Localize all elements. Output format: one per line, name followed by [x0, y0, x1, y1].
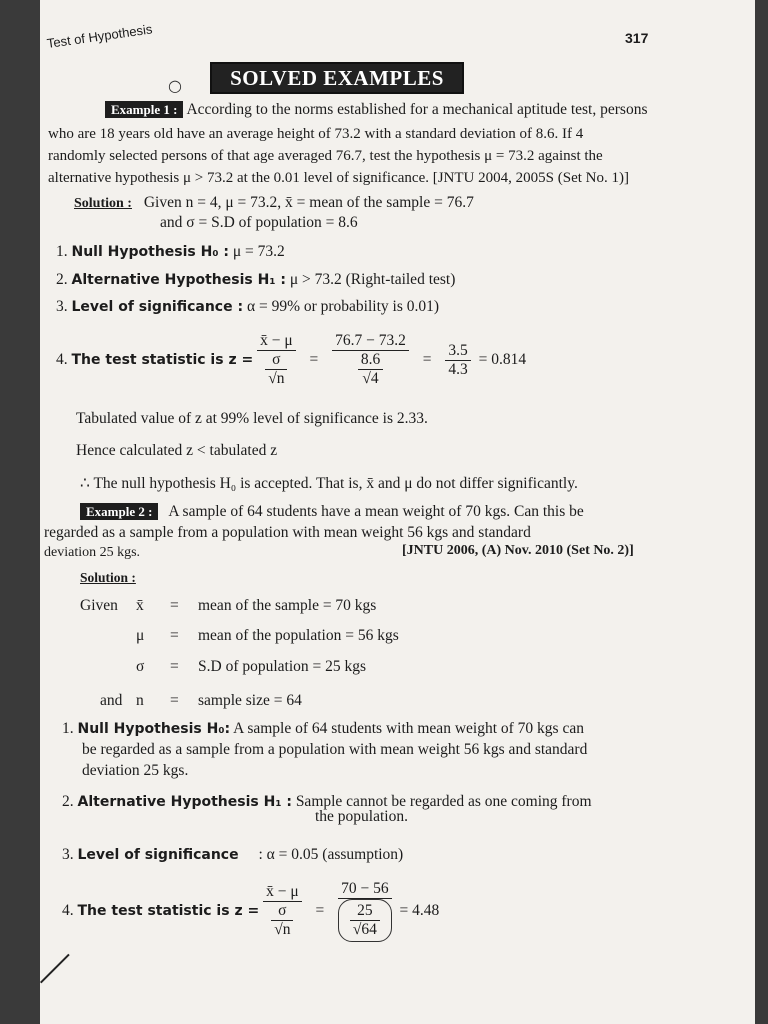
example1-conclusion: ∴ The null hypothesis H₀ is accepted. That is, x̄ and μ do not differ significantly. — [80, 475, 578, 492]
example2-given-row-3: σ = S.D of population = 25 kgs — [136, 658, 367, 675]
example1-step-3: 3. Level of significance : α = 99% or probability is 0.01) — [56, 298, 440, 315]
example1-step-1: 1. Null Hypothesis H₀ : μ = 73.2 — [56, 243, 285, 260]
example2-text-2: regarded as a sample from a population with mean weight 56 kgs and standard — [44, 524, 531, 541]
example1-given-1: Given n = 4, μ = 73.2, x̄ = mean of the sample = 76.7 — [143, 194, 474, 211]
textbook-page — [40, 0, 755, 1024]
example2-reference: [JNTU 2006, (A) Nov. 2010 (Set No. 2)] — [402, 543, 634, 558]
example1-hence: Hence calculated z < tabulated z — [76, 442, 278, 459]
example1-text-1: According to the norms established for a mechanical aptitude test, persons — [186, 101, 648, 118]
formula1-fraction-2: $\frac{76.7 - 73.2}{\frac{8.6}{√4}}$ — [332, 332, 409, 388]
page-corner-fold — [40, 954, 98, 1012]
running-header: Test of Hypothesis — [45, 21, 154, 51]
page-number: 317 — [625, 30, 649, 46]
example2-given-row-1: Given x̄ = mean of the sample = 70 kgs — [80, 597, 377, 614]
example2-solution-label: Solution : — [80, 570, 136, 585]
example1-text-3: randomly selected persons of that age averaged 76.7, test the hypothesis μ = 73.2 against the — [48, 148, 603, 164]
example1-first-line — [105, 101, 647, 119]
example2-step-2: 2. Alternative Hypothesis H₁ : Sample cannot be regarded as one coming from — [62, 793, 592, 810]
example2-first-line — [80, 503, 584, 521]
pen-mark: ○ — [168, 76, 182, 95]
formula2-result: = 4.48 — [399, 902, 440, 919]
example1-given-line — [74, 194, 474, 212]
formula2-fraction-1: $\frac{x̄ - \mu}{\frac{\sigma}{√n}}$ — [263, 883, 302, 939]
example1-text-2: who are 18 years old have an average height of 73.2 with a standard deviation of 8.6. If 4 — [48, 126, 584, 142]
example2-badge: Example 2 : — [80, 503, 158, 520]
formula1-result: = 0.814 — [478, 351, 527, 368]
example2-text-1: A sample of 64 students have a mean weight of 70 kgs. Can this be — [168, 503, 584, 520]
section-title: SOLVED EXAMPLES — [210, 62, 464, 94]
example2-step-1: 1. Null Hypothesis H₀: A sample of 64 students with mean weight of 70 kgs can — [62, 720, 584, 737]
example1-solution-label: Solution : — [74, 196, 132, 211]
example2-given-row-4: and n = sample size = 64 — [100, 692, 302, 709]
example1-text-4: alternative hypothesis μ > 73.2 at the 0.01 level of significance. [JNTU 2004, 2005S (Set No. 1)] — [48, 170, 629, 186]
formula1-fraction-3: $\frac{3.5}{4.3}$ — [445, 342, 470, 379]
example2-given-row-2: μ = mean of the population = 56 kgs — [136, 627, 399, 644]
example1-given-2: and σ = S.D of population = 8.6 — [160, 214, 358, 231]
example2-text-3: deviation 25 kgs. — [44, 545, 141, 560]
example1-tabulated: Tabulated value of z at 99% level of significance is 2.33. — [76, 410, 428, 427]
formula1-fraction-1: $\frac{x̄ - \mu}{\frac{\sigma}{√n}}$ — [257, 332, 296, 388]
example2-null-text-2: be regarded as a sample from a population with mean weight 56 kgs and standard — [82, 741, 588, 758]
example1-step-4: 4. The test statistic is z = $\frac{x̄ - \mu}{\frac{\sigma}{√n}}$ = $\frac{76.7 - 73.2}{\frac{8.6}{√4}}$ = $\frac{3.5}{4.3}$ = 0.814 — [56, 332, 527, 387]
example2-step-3: 3. Level of significance : α = 0.05 (assumption) — [62, 846, 404, 863]
example2-step-4: 4. The test statistic is z = $\frac{x̄ - \mu}{\frac{\sigma}{√n}}$ = $\frac{70 - 56}{\frac{25}{√64}}$ = 4.48 — [62, 880, 439, 942]
example1-step-2: 2. Alternative Hypothesis H₁ : μ > 73.2 (Right-tailed test) — [56, 271, 456, 288]
example2-alt-text-2: the population. — [315, 808, 408, 825]
formula2-fraction-2: $\frac{70 - 56}{\frac{25}{√64}}$ — [338, 880, 392, 942]
example1-badge: Example 1 : — [105, 101, 183, 118]
example2-null-text-3: deviation 25 kgs. — [82, 762, 189, 779]
